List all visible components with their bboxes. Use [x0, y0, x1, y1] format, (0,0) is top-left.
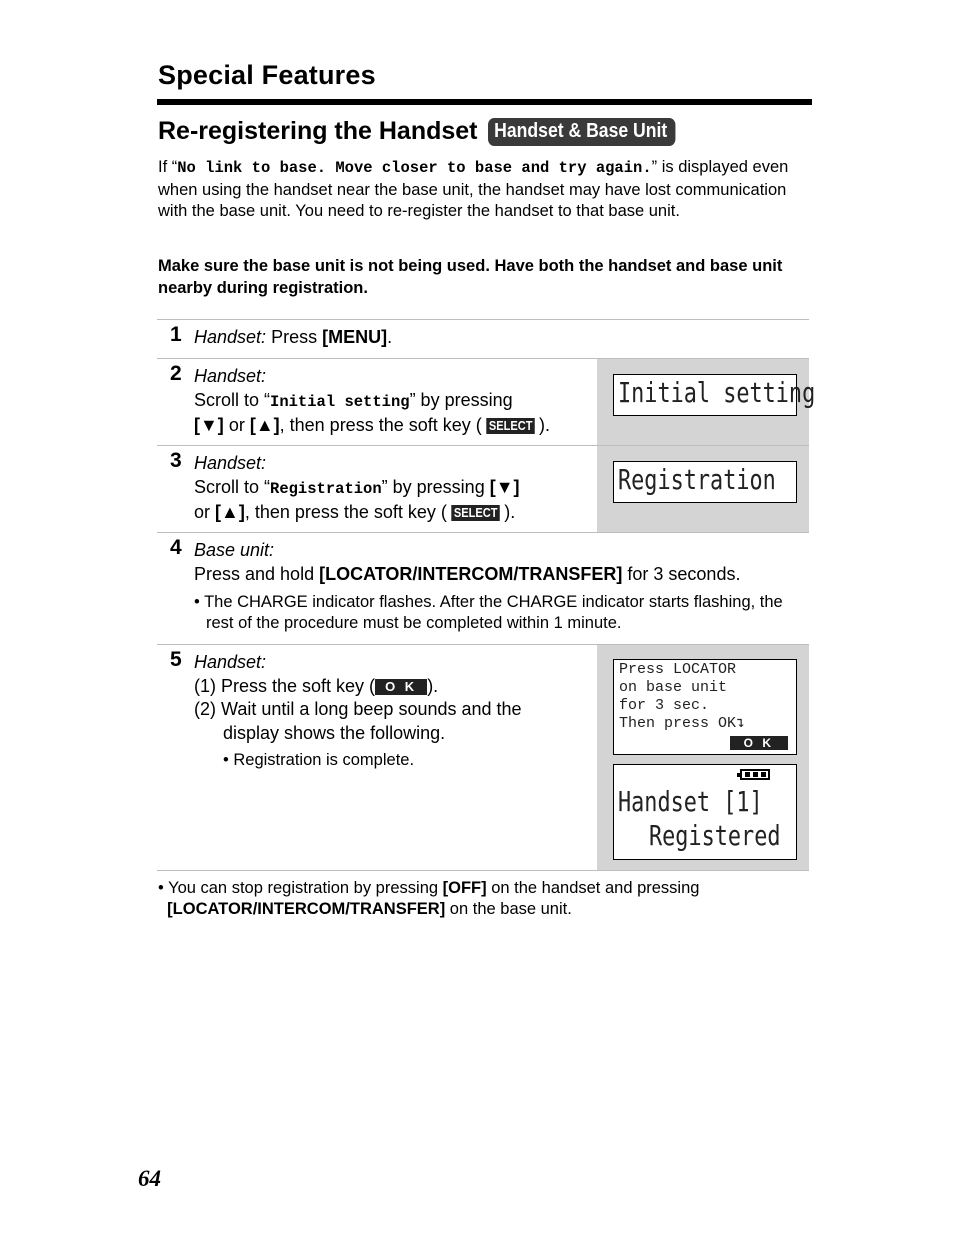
- lcd-text: Initial setting: [618, 376, 816, 409]
- lcd-screen-prompt: [613, 659, 797, 755]
- lcd-text: Handset [1]: [618, 785, 763, 818]
- display-panel: [597, 645, 809, 870]
- step-instruction: Press and hold [LOCATOR/INTERCOM/TRANSFER] for 3 seconds.: [194, 563, 741, 584]
- ok-key-icon: O K: [375, 679, 427, 695]
- warning-text: Make sure the base unit is not being used. Have both the handset and base unit nearby during registration.: [158, 257, 783, 297]
- down-key: [▼]: [489, 476, 520, 497]
- down-key: [▼]: [194, 415, 224, 435]
- locator-key: [LOCATOR/INTERCOM/TRANSFER]: [319, 563, 623, 584]
- page-number: 64: [138, 1166, 161, 1191]
- step-4: [157, 533, 809, 645]
- up-key: [▲]: [249, 415, 280, 435]
- step-instruction-2: (2) Wait until a long beep sounds and the: [194, 699, 522, 719]
- title-rule: [157, 99, 812, 105]
- lcd-ok-softkey: O K: [730, 736, 788, 750]
- device-badge: Handset & Base Unit: [488, 118, 675, 146]
- step-note: • Registration is complete.: [223, 751, 415, 769]
- step-instruction-3: display shows the following.: [223, 722, 446, 743]
- step-number: 4: [170, 536, 182, 559]
- step-number: 2: [170, 362, 182, 385]
- lcd-screen-registered: [613, 764, 797, 860]
- step-note: • The CHARGE indicator flashes. After the CHARGE indicator starts flashing, the rest of the procedure must be completed within 1 minute.: [194, 593, 783, 632]
- lcd-line: for 3 sec.: [619, 697, 710, 714]
- step-3: [157, 446, 809, 533]
- error-message: No link to base. Move closer to base and try again.: [177, 159, 652, 177]
- menu-item-name: Initial setting: [270, 392, 410, 411]
- heading-title: Re-registering the Handset: [158, 117, 478, 145]
- step-text: .: [387, 327, 393, 347]
- section-title: Special Features: [158, 60, 376, 90]
- lcd-prompt-lines: [619, 661, 745, 733]
- step-device: Handset:: [194, 652, 267, 672]
- select-key-icon: SELECT: [486, 418, 535, 434]
- step-5: [157, 645, 809, 871]
- step-instruction: (1) Press the soft key ( O K ).: [194, 675, 439, 696]
- menu-item-name: Registration: [270, 479, 382, 498]
- select-key-icon: SELECT: [451, 505, 500, 521]
- up-key: [▲]: [215, 502, 245, 522]
- lcd-line: Press LOCATOR: [619, 661, 737, 678]
- intro-rest: ” is displayed even when using the handset near the base unit, the handset may have lost communication with the base unit. You need to re-register the handset to that base unit.: [158, 158, 789, 220]
- step-instruction: Scroll to “Initial setting” by pressing: [194, 389, 513, 411]
- footnote: • You can stop registration by pressing [OFF] on the handset and pressing [LOCATOR/INTERCOM/TRANSFER] on the base unit.: [158, 879, 700, 918]
- lcd-line: Then press OK↴: [619, 715, 746, 732]
- steps-table: [157, 319, 816, 871]
- step-2: [157, 359, 816, 446]
- display-panel: [597, 446, 809, 532]
- step-text: Press: [271, 327, 323, 347]
- lcd-screen: [613, 374, 816, 416]
- step-number: 5: [170, 648, 182, 671]
- off-key: [OFF]: [442, 879, 487, 897]
- step-instruction-2: or [▲], then press the soft key ( SELECT ).: [194, 502, 516, 522]
- step-device: Handset:: [194, 453, 267, 473]
- display-panel: [597, 359, 816, 445]
- step-number: 1: [170, 323, 182, 346]
- lcd-text: Registration: [618, 463, 776, 496]
- lcd-text: Registered: [649, 819, 781, 852]
- step-device: Base unit:: [194, 540, 275, 560]
- lcd-line: on base unit: [619, 679, 728, 696]
- step-instruction-2: [▼] or [▲], then press the soft key ( SELECT ).: [194, 415, 551, 435]
- step-device: Handset:: [194, 366, 267, 386]
- intro-prefix: If “: [158, 158, 178, 176]
- locator-key: [LOCATOR/INTERCOM/TRANSFER]: [167, 900, 446, 918]
- step-instruction: Scroll to “Registration” by pressing [▼]: [194, 476, 520, 498]
- page-heading: [158, 117, 700, 146]
- menu-key: [MENU]: [322, 327, 388, 347]
- lcd-screen: [613, 461, 797, 503]
- battery-icon: [740, 769, 770, 780]
- step-number: 3: [170, 449, 182, 472]
- intro-paragraph: [158, 157, 808, 223]
- step-1: [157, 320, 809, 359]
- step-device: Handset:: [194, 327, 267, 347]
